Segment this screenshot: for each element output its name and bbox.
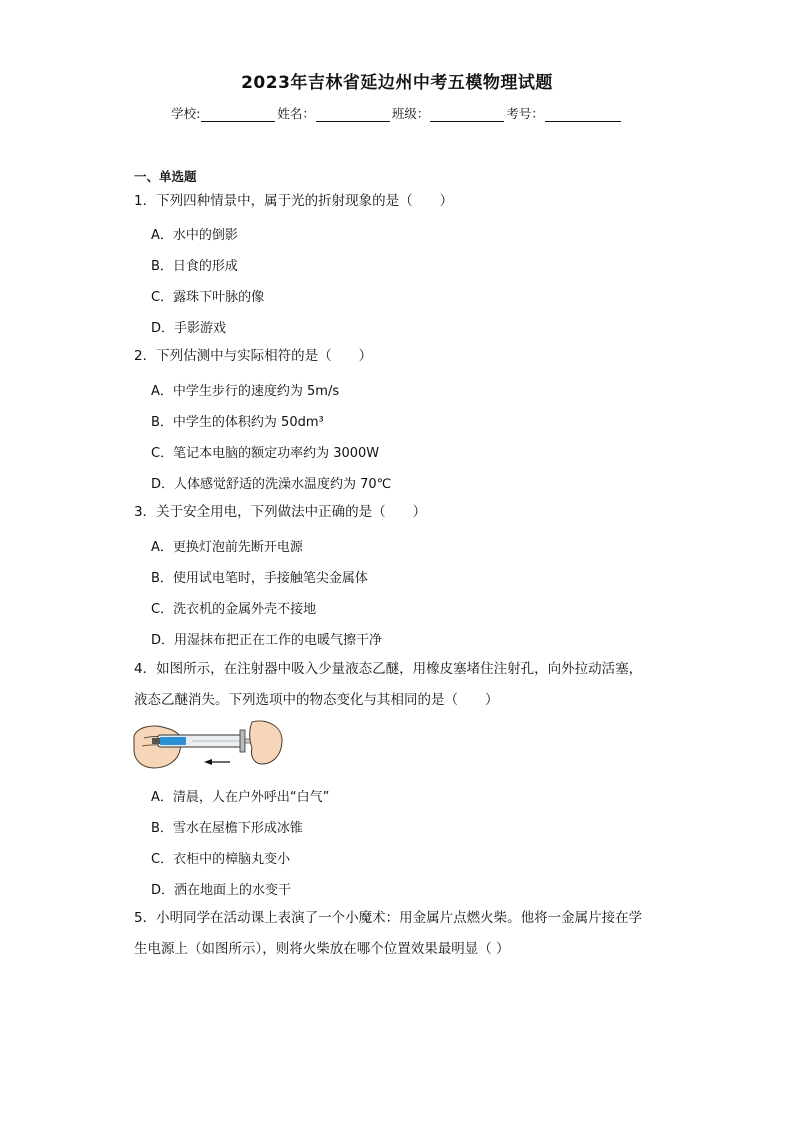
page-title: 2023年吉林省延边州中考五模物理试题 xyxy=(241,73,553,93)
question-1-option-b[interactable]: B．日食的形成 xyxy=(151,259,238,274)
question-4-stem-line-1: 4．如图所示，在注射器中吸入少量液态乙醚，用橡皮塞堵住注射孔，向外拉动活塞， xyxy=(134,661,643,677)
class-blank[interactable] xyxy=(430,107,504,122)
question-2-option-b[interactable]: B．中学生的体积约为 50dm³ xyxy=(151,415,324,430)
question-4-option-a[interactable]: A．清晨，人在户外呼出“白气” xyxy=(151,790,330,805)
question-3-stem: 3．关于安全用电，下列做法中正确的是（ ） xyxy=(134,504,427,520)
question-3-option-b[interactable]: B．使用试电笔时，手接触笔尖金属体 xyxy=(151,571,368,586)
liquid-ether xyxy=(160,737,186,745)
question-1-stem: 1．下列四种情景中，属于光的折射现象的是（ ） xyxy=(134,193,454,209)
class-label: 班级： xyxy=(391,106,430,121)
question-5-stem-line-1: 5．小明同学在活动课上表演了一个小魔术：用金属片点燃火柴。他将一金属片接在学 xyxy=(134,910,643,926)
school-blank[interactable] xyxy=(201,107,275,122)
name-blank[interactable] xyxy=(316,107,390,122)
question-2-option-a[interactable]: A．中学生步行的速度约为 5m/s xyxy=(151,384,340,399)
question-4-option-b[interactable]: B．雪水在屋檐下形成冰锥 xyxy=(151,821,303,836)
exam-no-label: 考号： xyxy=(506,106,544,121)
question-4-option-c[interactable]: C．衣柜中的樟脑丸变小 xyxy=(151,852,291,867)
question-2-option-d[interactable]: D．人体感觉舒适的洗澡水温度约为 70℃ xyxy=(151,477,392,492)
question-3-option-d[interactable]: D．用湿抹布把正在工作的电暖气擦干净 xyxy=(151,633,383,648)
syringe-figure xyxy=(132,716,284,772)
question-4-option-d[interactable]: D．洒在地面上的水变干 xyxy=(151,883,292,898)
syringe-flange xyxy=(240,730,245,752)
question-3-option-a[interactable]: A．更换灯泡前先断开电源 xyxy=(151,540,303,555)
question-4-stem-line-2: 液态乙醚消失。下列选项中的物态变化与其相同的是（ ） xyxy=(134,692,499,708)
question-5-stem-line-2: 生电源上（如图所示），则将火柴放在哪个位置效果最明显（ ） xyxy=(134,941,510,957)
section-heading: 一、单选题 xyxy=(134,169,197,184)
question-1-option-a[interactable]: A．水中的倒影 xyxy=(151,228,238,243)
name-label: 姓名： xyxy=(277,106,315,121)
school-label: 学校: xyxy=(171,106,201,121)
student-info-row xyxy=(0,104,794,122)
exam-no-field[interactable] xyxy=(506,104,623,122)
question-1-option-d[interactable]: D．手影游戏 xyxy=(151,321,227,336)
school-field[interactable] xyxy=(171,104,277,122)
class-field[interactable] xyxy=(392,104,507,122)
exam-no-blank[interactable] xyxy=(545,107,621,122)
name-field[interactable] xyxy=(277,104,392,122)
question-2-stem: 2．下列估测中与实际相符的是（ ） xyxy=(134,348,373,364)
pull-direction-arrow-head xyxy=(204,759,212,765)
rubber-stopper xyxy=(152,738,160,744)
question-3-option-c[interactable]: C．洗衣机的金属外壳不接地 xyxy=(151,602,317,617)
question-1-option-c[interactable]: C．露珠下叶脉的像 xyxy=(151,290,265,305)
question-2-option-c[interactable]: C．笔记本电脑的额定功率约为 3000W xyxy=(151,446,380,461)
right-hand-shape xyxy=(250,721,282,764)
